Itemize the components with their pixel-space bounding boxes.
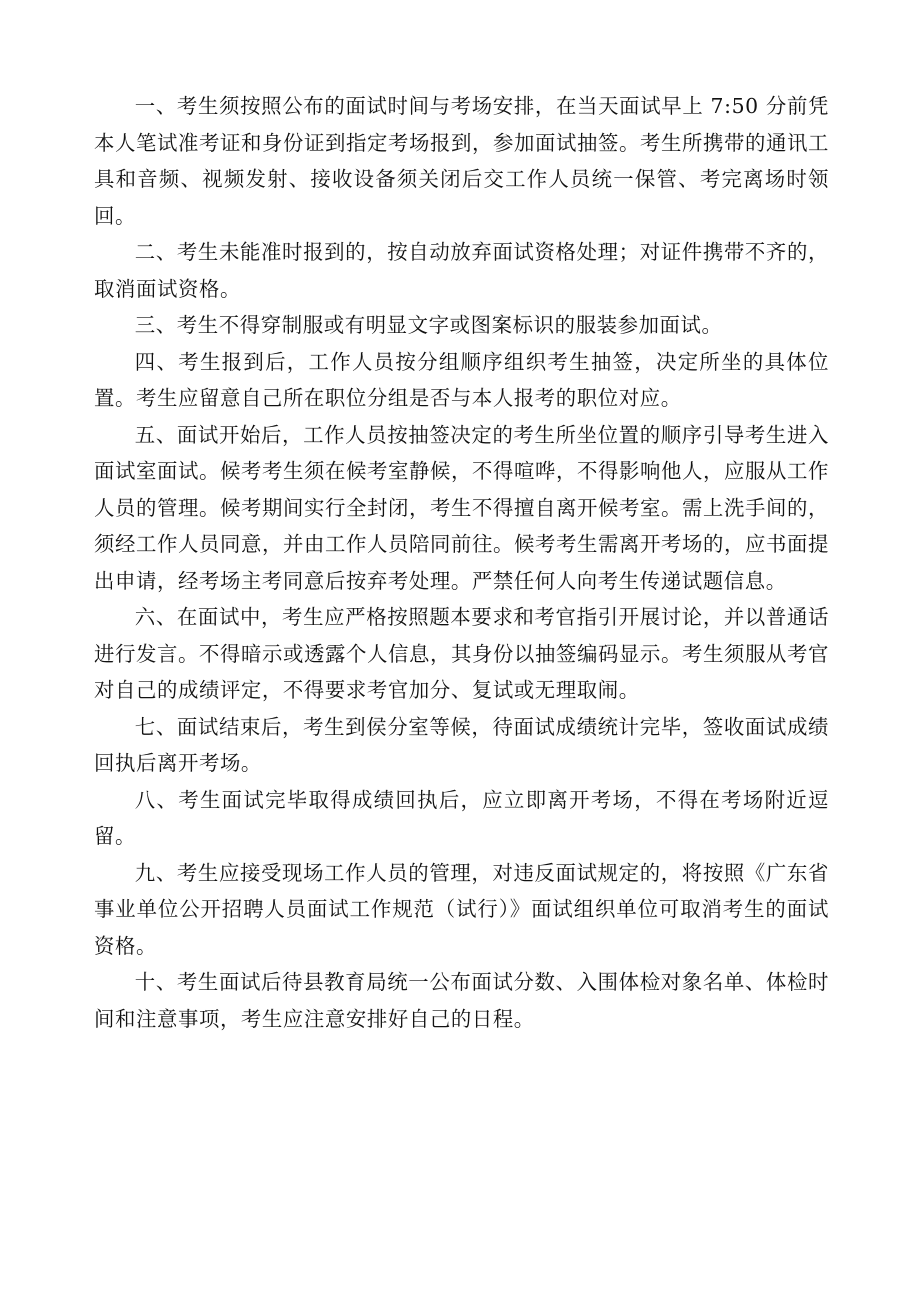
rule-paragraph-6: 六、在面试中，考生应严格按照题本要求和考官指引开展讨论，并以普通话进行发言。不得暗示或透露个人信息，其身份以抽签编码显示。考生须服从考官对自己的成绩评定，不得要求考官加分、复试或无理取闹。 (94, 605, 829, 702)
document-body (94, 88, 829, 1037)
rule-paragraph-3: 三、考生不得穿制服或有明显文字或图案标识的服装参加面试。 (134, 313, 723, 337)
rule-paragraph-4: 四、考生报到后，工作人员按分组顺序组织考生抽签，决定所坐的具体位置。考生应留意自己所在职位分组是否与本人报考的职位对应。 (94, 349, 829, 410)
rule-paragraph-7: 七、面试结束后，考生到侯分室等候，待面试成绩统计完毕，签收面试成绩回执后离开考场。 (94, 714, 829, 775)
rule-paragraph-1: 一、考生须按照公布的面试时间与考场安排，在当天面试早上 7:50 分前凭本人笔试准考证和身份证到指定考场报到，参加面试抽签。考生所携带的通讯工具和音频、视频发射、接收设备须关闭后交工作人员统一保管、考完离场时领回。 (94, 94, 829, 228)
rule-paragraph-10: 十、考生面试后待县教育局统一公布面试分数、入围体检对象名单、体检时间和注意事项，考生应注意安排好自己的日程。 (94, 970, 829, 1031)
rule-paragraph-5: 五、面试开始后，工作人员按抽签决定的考生所坐位置的顺序引导考生进入面试室面试。候考考生须在候考室静候，不得喧哗，不得影响他人，应服从工作人员的管理。候考期间实行全封闭，考生不得擅自离开候考室。需上洗手间的，须经工作人员同意，并由工作人员陪同前往。候考考生需离开考场的，应书面提出申请，经考场主考同意后按弃考处理。严禁任何人向考生传递试题信息。 (94, 422, 829, 593)
rule-paragraph-2: 二、考生未能准时报到的，按自动放弃面试资格处理；对证件携带不齐的，取消面试资格。 (94, 240, 829, 301)
rule-paragraph-8: 八、考生面试完毕取得成绩回执后，应立即离开考场，不得在考场附近逗留。 (94, 787, 829, 848)
rule-paragraph-9: 九、考生应接受现场工作人员的管理，对违反面试规定的，将按照《广东省事业单位公开招聘人员面试工作规范（试行）》面试组织单位可取消考生的面试资格。 (94, 860, 829, 958)
